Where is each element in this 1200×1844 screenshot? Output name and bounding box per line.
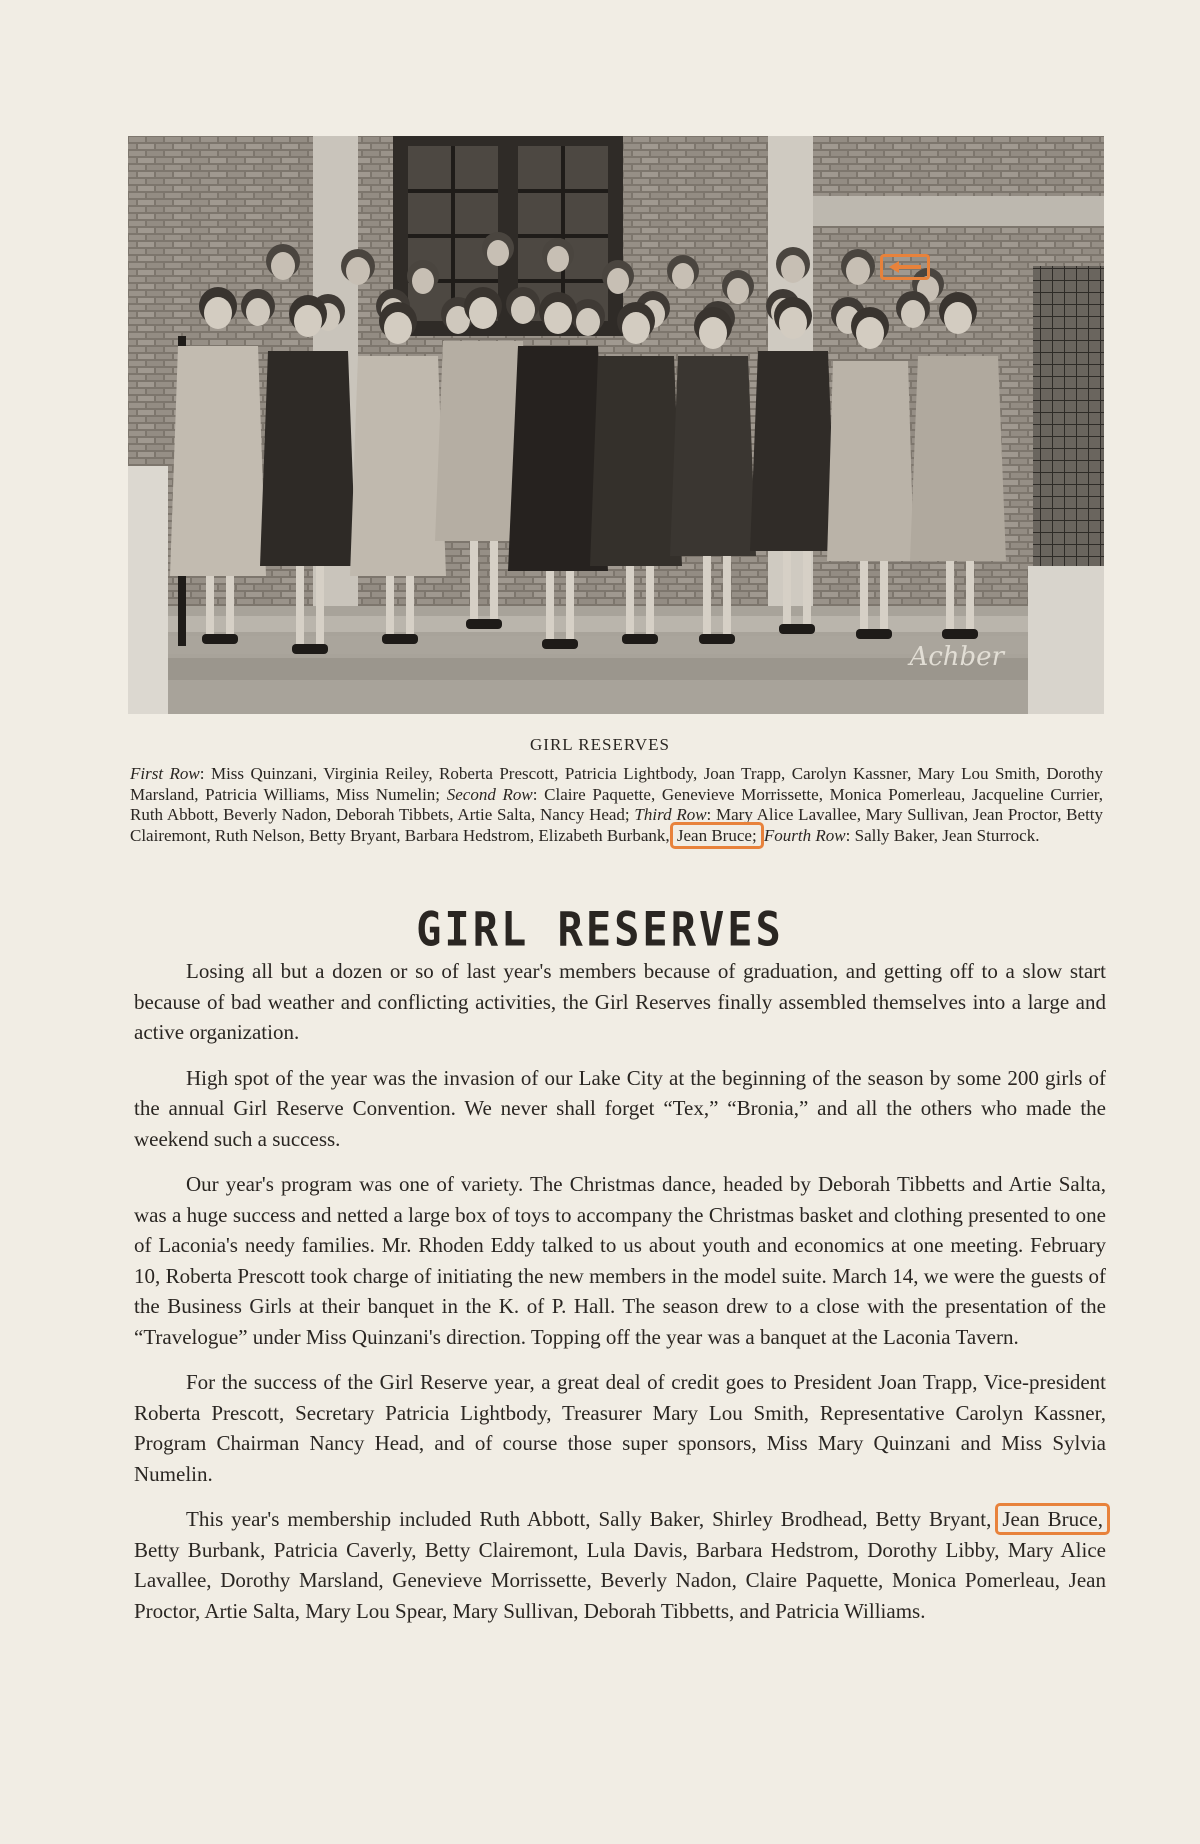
paragraph-4: For the success of the Girl Reserve year, a great deal of credit goes to President Joan Trapp, Vice-president Roberta Prescott, Secretary Patricia Lightbody, Treasurer Mary Lou Smith, Representative Carolyn Kassner, Program Chairman Nancy Head, and of course those super sponsors, Miss Mary Quinzani and Miss Sylvia Numelin. — [134, 1370, 1106, 1486]
highlighted-name-body: Jean Bruce, — [999, 1507, 1106, 1531]
second-row-label: Second Row — [446, 784, 533, 804]
third-row-names: Mary Alice Lavallee, Mary Sullivan, Jean Proctor, Betty Clairemont, Ruth Nelson, Betty Bryant, Barbara Hedstrom, Elizabeth Burbank, — [130, 805, 1104, 845]
paragraph-5-end: Betty Burbank, Patricia Caverly, Betty Clairemont, Lula Davis, Barbara Hedstrom, Dorothy Libby, Mary Alice Lavallee, Dorothy Marsland, Genevieve Morrissette, Beverly Nadon, Claire Paquette, Monica Pomerleau, Jean Proctor, Artie Salta, Mary Lou Spear, Mary Sullivan, Deborah Tibbetts, and Patricia Williams. — [134, 1537, 1106, 1623]
paragraph-1: Losing all but a dozen or so of last year's members because of graduation, and getting off to a slow start because of bad weather and conflicting activities, the Girl Reserves finally assembled themselves into a large and active organization. — [134, 959, 1106, 1044]
fourth-row-names: Sally Baker, Jean Sturrock. — [854, 825, 1040, 845]
section-heading: GIRL RESERVES — [416, 902, 784, 957]
photographer-signature: Achber — [909, 642, 1004, 672]
article-body — [134, 956, 1106, 1641]
paragraph-3: Our year's program was one of variety. The Christmas dance, headed by Deborah Tibbetts and Artie Salta, was a huge success and netted a large box of toys to accompany the Christmas basket and clothing presented to one of Laconia's needy families. Mr. Rhoden Eddy talked to us about youth and economics at one meeting. February 10, Roberta Prescott took charge of initiating the new members in the model suite. March 14, we were the guests of the Business Girls at their banquet in the K. of P. Hall. The season drew to a close with the presentation of the “Travelogue” under Miss Quinzani's direction. Topping off the year was a banquet at the Laconia Tavern. — [134, 1172, 1106, 1349]
group-photo-illustration — [128, 136, 1104, 714]
left-arrow-icon-glyph — [883, 257, 927, 277]
group-photo — [128, 136, 1104, 714]
paragraph-5 — [134, 1504, 1106, 1626]
second-row-names: Claire Paquette, Genevieve Morrissette, Monica Pomerleau, Jacqueline Currier, Ruth Abbott, Beverly Nadon, Deborah Tibbets, Artie Salta, Nancy Head; — [130, 784, 1103, 825]
paragraph-5-start: This year's membership included Ruth Abbott, Sally Baker, Shirley Brodhead, Betty Bryant, — [186, 1507, 992, 1531]
photo-caption: First Row: Miss Quinzani, Virginia Reiley, Roberta Prescott, Patricia Lightbody, Joan Trapp, Carolyn Kassner, Mary Lou Smith, Dorothy Marsland, Patricia Williams, Miss Numelin; Second Row: Claire Paquette, Genevieve Morrissette, Monica Pomerleau, Jacqueline Currier, Ruth Abbott, Beverly Nadon, Deborah Tibbets, Artie Salta, Nancy Head; Third Row: Mary Alice Lavallee, Mary Sullivan, Jean Proctor, Betty Clairemont, Ruth Nelson, Betty Bryant, Barbara Hedstrom, Elizabeth Burbank, Jean Bruce; Fourth Row: Sally Baker, Jean Sturrock. — [130, 764, 1104, 845]
photo-caption-title: GIRL RESERVES — [530, 735, 670, 754]
first-row-label: First Row — [130, 764, 200, 783]
highlighted-name-caption: Jean Bruce; — [674, 826, 760, 845]
first-row-names: Miss Quinzani, Virginia Reiley, Roberta Prescott, Patricia Lightbody, Joan Trapp, Carolyn Kassner, Mary Lou Smith, Dorothy Marsland, Patricia Williams, Miss Numelin; — [130, 764, 1103, 804]
left-arrow-icon — [880, 254, 930, 280]
paragraph-2: High spot of the year was the invasion of our Lake City at the beginning of the season by some 200 girls of the annual Girl Reserve Convention. We never shall forget “Tex,” “Bronia,” and all the others who made the weekend such a success. — [134, 1065, 1106, 1151]
fourth-row-label: Fourth Row — [763, 825, 846, 845]
third-row-label: Third Row — [634, 805, 707, 825]
